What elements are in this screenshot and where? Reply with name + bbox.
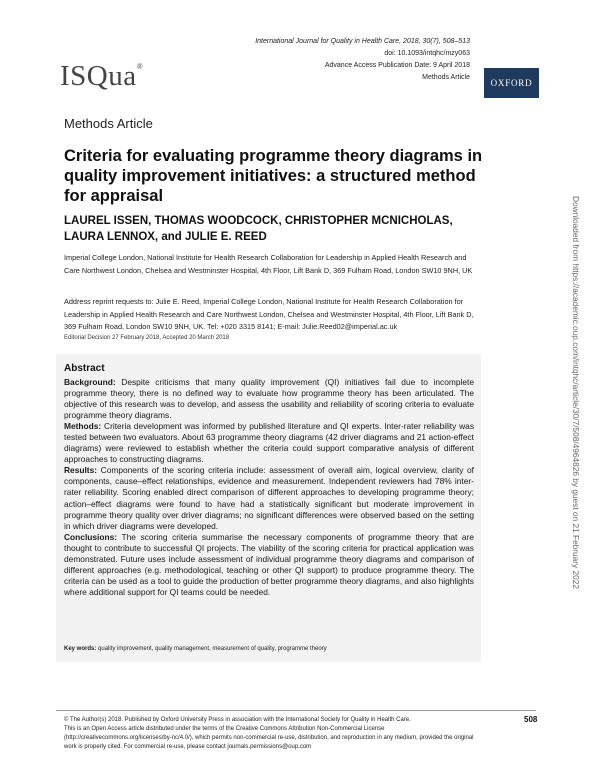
copyright-line: © The Author(s) 2018. Published by Oxford University Press in association with the International Society for Quality in Health Care. — [64, 717, 411, 723]
abstract-methods: Methods: Criteria development was informed by published literature and QI experts. Inter-rater reliability was tested between two evaluators. About 63 programme theory diagrams (42 driver diagrams and 21 action-effect diagrams) were reviewed to establish whether the criteria could support comparative analysis of different approaches to constructing diagrams. — [64, 421, 475, 465]
isqua-logo — [60, 60, 143, 93]
journal-citation: International Journal for Quality in Health Care, 2018, 30(7), 508–513 — [255, 38, 470, 45]
logo-registered-mark: ® — [136, 62, 144, 71]
oxford-logo: OXFORD — [484, 68, 539, 98]
download-watermark: Downloaded from https://academic.oup.com/intqhc/article/30/7/508/4964826 by guest on 21 February 2022 — [571, 196, 581, 589]
copyright-notice — [64, 716, 484, 752]
footer-divider — [56, 710, 536, 711]
abstract-conclusions: Conclusions: The scoring criteria summarise the necessary components of programme theory that are thought to contribute to successful QI projects. The viability of the scoring criteria for practical application was demonstrated. Future uses include assessment of individual programme theory diagrams and comparison of different approaches (e.g. methodological, teaching or other QI support) to produce programme theory. The criteria can be used as a tool to guide the production of better programme theory diagrams, and also highlights where additional support for QI teams could be needed. — [64, 531, 474, 597]
advance-access-date: Advance Access Publication Date: 9 April 2018 — [324, 62, 470, 69]
journal-meta — [255, 36, 470, 84]
keywords: Key words: quality improvement, quality management, measurement of quality, programme theory — [64, 646, 327, 652]
logo-text: ISQua — [60, 60, 137, 92]
article-type: Methods Article — [64, 116, 153, 131]
correspondence: Address reprint requests to: Julie E. Reed, Imperial College London, National Institute for Health Research Collaboration for Leadership in Applied Health Research and Care Northwest London, Chelsea and Westminster Hospital, 4th Floor, Lift Bank D, 369 Fulham Road, London SW10 9NH, UK. Tel: +020 3315 8141; E-mail: Julie.Reed02@imperial.ac.uk — [64, 297, 474, 331]
editorial-dates: Editorial Decision 27 February 2018, Accepted 20 March 2018 — [64, 335, 230, 341]
author-list: LAUREL ISSEN, THOMAS WOODCOCK, CHRISTOPHER MCNICHOLAS, LAURA LENNOX, and JULIE E. REED — [64, 215, 453, 243]
page-number: 508 — [524, 715, 538, 724]
abstract-background: Background: Despite criticisms that many quality improvement (QI) initiatives fail due to incomplete programme theory, there is no defined way to evaluate how programme theory has been articulated. The objective of this research was to develop, and assess the usability and reliability of scoring criteria to evaluate programme theory diagrams. — [64, 377, 474, 421]
license-text: This is an Open Access article distributed under the terms of the Creative Commons Attribution Non-Commercial License (http://creativecommons.org/licenses/by-nc/4.0/), which permits non-commercial re-use, distribution, and reproduction in any medium, provided the original work is properly cited. For commercial re-use, please contact journals.permissions@oup.com — [64, 726, 474, 750]
abstract-results: Results: Components of the scoring criteria include: assessment of overall aim, logical overview, clarity of components, cause–effect relationships, evidence and measurement. Independent reviewers had 78% inter-rater reliability. Scoring enabled direct comparison of different approaches to developing programme theory; action–effect diagrams were found to have had a statistically significant but moderate improvement in programme theory quality over driver diagrams; no significant differences were observed based on the setting in which driver diagrams were developed. — [64, 465, 475, 531]
abstract-body — [64, 377, 474, 598]
section-label: Methods Article — [422, 74, 470, 81]
article-title: Criteria for evaluating programme theory diagrams in quality improvement initiatives: a structured method for appraisal — [64, 147, 483, 205]
abstract-heading: Abstract — [64, 363, 105, 374]
affiliation: Imperial College London, National Institute for Health Research Collaboration for Leadership in Applied Health Research and Care Northwest London, Chelsea and Westminster Hospital, 4th Floor, Lift Bank D, 369 Fulham Road, London SW10 9NH, UK — [64, 253, 473, 275]
doi[interactable]: doi: 10.1093/intqhc/mzy063 — [384, 50, 470, 57]
